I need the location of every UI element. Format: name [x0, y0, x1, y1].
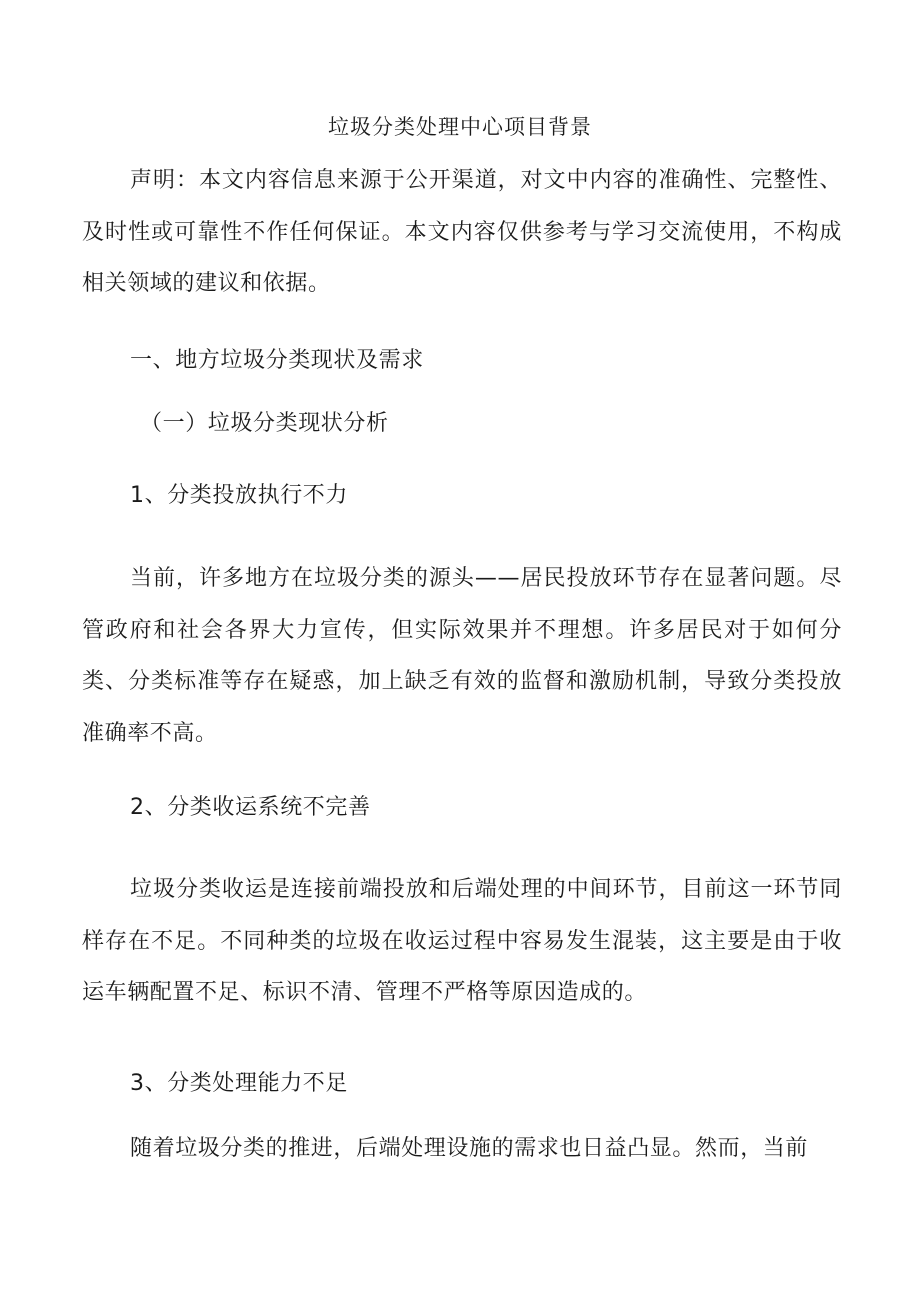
disclaimer-paragraph: 声明：本文内容信息来源于公开渠道，对文中内容的准确性、完整性、及时性或可靠性不作任何保证。本文内容仅供参考与学习交流使用，不构成相关领域的建议和依据。 — [82, 168, 842, 296]
item-heading-2: 2、分类收运系统不完善 — [130, 795, 371, 820]
subsection-heading-1: （一）垃圾分类现状分析 — [140, 411, 389, 436]
document-title: 垃圾分类处理中心项目背景 — [328, 115, 592, 139]
section-heading-1: 一、地方垃圾分类现状及需求 — [130, 348, 424, 373]
item-paragraph-2: 垃圾分类收运是连接前端投放和后端处理的中间环节，目前这一环节同样存在不足。不同种类的垃圾在收运过程中容易发生混装，这主要是由于收运车辆配置不足、标识不清、管理不严格等原因造成的。 — [82, 877, 842, 1005]
item-heading-1: 1、分类投放执行不力 — [130, 483, 348, 508]
item-paragraph-1: 当前，许多地方在垃圾分类的源头——居民投放环节存在显著问题。尽管政府和社会各界大力宣传，但实际效果并不理想。许多居民对于如何分类、分类标准等存在疑惑，加上缺乏有效的监督和激励机制，导致分类投放准确率不高。 — [82, 566, 842, 746]
item-paragraph-3: 随着垃圾分类的推进，后端处理设施的需求也日益凸显。然而，当前 — [130, 1136, 809, 1161]
item-heading-3: 3、分类处理能力不足 — [130, 1071, 348, 1096]
